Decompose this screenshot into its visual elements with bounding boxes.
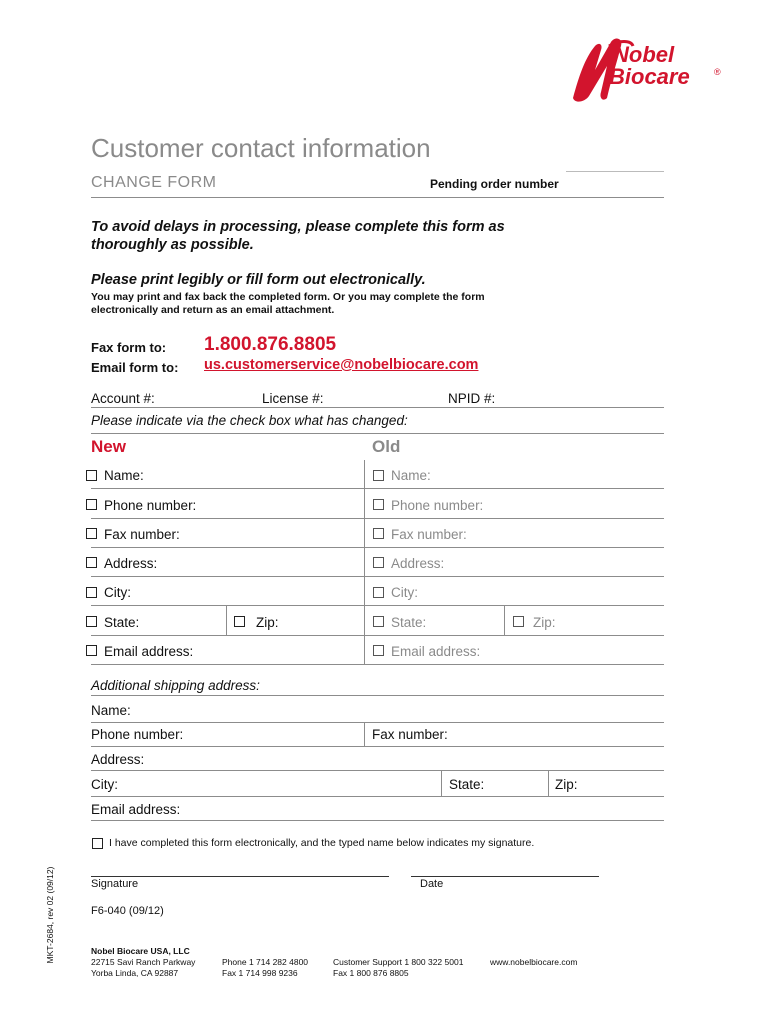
new-name-checkbox[interactable] — [86, 470, 97, 481]
email-form-label: Email form to: — [91, 360, 179, 375]
old-address-checkbox[interactable] — [373, 557, 384, 568]
shipping-zip-field[interactable]: Zip: — [555, 777, 578, 792]
side-revision-code: MKT-2684, rev 02 (09/12) — [45, 866, 55, 964]
old-name-checkbox[interactable] — [373, 470, 384, 481]
shipping-state-zip-divider — [548, 770, 549, 796]
new-address-checkbox[interactable] — [86, 557, 97, 568]
shipping-city-state-divider — [441, 770, 442, 796]
pending-order-field[interactable] — [566, 171, 664, 172]
old-phone-checkbox[interactable] — [373, 499, 384, 510]
old-fax-label: Fax number: — [391, 527, 467, 542]
row-rule-name — [91, 488, 664, 489]
electronic-signature-checkbox[interactable] — [92, 838, 103, 849]
shipping-address-field[interactable]: Address: — [91, 752, 145, 767]
shipping-rule-phone — [91, 746, 664, 747]
old-email-checkbox[interactable] — [373, 645, 384, 656]
fax-form-label: Fax form to: — [91, 340, 167, 355]
new-phone-checkbox[interactable] — [86, 499, 97, 510]
shipping-rule-address — [91, 770, 664, 771]
old-zip-checkbox[interactable] — [513, 616, 524, 627]
signature-line[interactable] — [91, 876, 389, 877]
old-email-label: Email address: — [391, 644, 481, 659]
old-state-label: State: — [391, 615, 427, 630]
email-address-link[interactable]: us.customerservice@nobelbiocare.com — [204, 357, 479, 373]
form-code: F6-040 (09/12) — [91, 905, 164, 917]
new-old-divider — [364, 460, 365, 664]
row-rule-fax — [91, 547, 664, 548]
new-column-heading: New — [91, 437, 126, 456]
shipping-heading: Additional shipping address: — [91, 678, 260, 693]
signature-label: Signature — [91, 878, 139, 890]
old-fax-checkbox[interactable] — [373, 528, 384, 539]
new-city-checkbox[interactable] — [86, 587, 97, 598]
footer-phone: Phone 1 714 282 4800 — [222, 957, 309, 967]
shipping-email-field[interactable]: Email address: — [91, 802, 181, 817]
new-email-label: Email address: — [104, 644, 194, 659]
shipping-rule-email — [91, 820, 664, 821]
instruction-note-2: electronically and return as an email attachment. — [91, 304, 335, 316]
ids-rule — [91, 407, 664, 408]
footer-website[interactable]: www.nobelbiocare.com — [490, 957, 578, 967]
old-zip-label: Zip: — [533, 615, 556, 630]
new-zip-checkbox[interactable] — [234, 616, 245, 627]
old-city-label: City: — [391, 585, 418, 600]
footer-support-fax: Fax 1 800 876 8805 — [333, 968, 409, 978]
logo-word-nobel: Nobel — [613, 42, 675, 67]
new-state-checkbox[interactable] — [86, 616, 97, 627]
shipping-rule-name — [91, 722, 664, 723]
fax-number-value: 1.800.876.8805 — [204, 334, 337, 355]
new-fax-checkbox[interactable] — [86, 528, 97, 539]
shipping-rule-city — [91, 796, 664, 797]
nobel-biocare-logo — [565, 34, 735, 106]
footer-support: Customer Support 1 800 322 5001 — [333, 957, 464, 967]
shipping-phone-fax-divider — [364, 722, 365, 746]
old-address-label: Address: — [391, 556, 445, 571]
new-zip-label: Zip: — [256, 615, 279, 630]
instruction-note-1: You may print and fax back the completed form. Or you may complete the form — [91, 291, 485, 303]
row-rule-email — [91, 664, 664, 665]
page-title: Customer contact information — [91, 133, 431, 163]
new-email-checkbox[interactable] — [86, 645, 97, 656]
footer-fax: Fax 1 714 998 9236 — [222, 968, 298, 978]
npid-number-field[interactable]: NPID #: — [448, 391, 496, 406]
shipping-name-field[interactable]: Name: — [91, 703, 131, 718]
logo-word-biocare: Biocare — [609, 64, 690, 89]
row-rule-address — [91, 576, 664, 577]
old-state-zip-divider — [504, 605, 505, 635]
old-city-checkbox[interactable] — [373, 587, 384, 598]
pending-order-label: Pending order number — [430, 177, 559, 191]
old-phone-label: Phone number: — [391, 498, 484, 513]
license-number-field[interactable]: License #: — [262, 391, 324, 406]
shipping-phone-field[interactable]: Phone number: — [91, 727, 184, 742]
new-fax-label: Fax number: — [104, 527, 180, 542]
footer-address-2: Yorba Linda, CA 92887 — [91, 968, 179, 978]
date-line[interactable] — [411, 876, 599, 877]
instruction-line-1: To avoid delays in processing, please complete this form as — [91, 219, 505, 235]
row-rule-phone — [91, 518, 664, 519]
account-number-field[interactable]: Account #: — [91, 391, 155, 406]
new-name-label: Name: — [104, 468, 144, 483]
hint-rule — [91, 433, 664, 434]
old-column-heading: Old — [372, 437, 401, 456]
check-box-hint: Please indicate via the check box what has changed: — [91, 413, 408, 428]
old-state-checkbox[interactable] — [373, 616, 384, 627]
shipping-city-field[interactable]: City: — [91, 777, 118, 792]
new-state-zip-divider — [226, 605, 227, 635]
new-phone-label: Phone number: — [104, 498, 197, 513]
page-subtitle: CHANGE FORM — [91, 174, 217, 191]
row-rule-city — [91, 605, 664, 606]
new-address-label: Address: — [104, 556, 158, 571]
footer-company: Nobel Biocare USA, LLC — [91, 946, 190, 956]
electronic-signature-statement: I have completed this form electronically, and the typed name below indicates my signature. — [109, 837, 535, 849]
date-label: Date — [420, 878, 444, 890]
shipping-state-field[interactable]: State: — [449, 777, 485, 792]
new-city-label: City: — [104, 585, 131, 600]
print-instruction: Please print legibly or fill form out electronically. — [91, 272, 426, 288]
shipping-heading-rule — [91, 695, 664, 696]
new-state-label: State: — [104, 615, 140, 630]
logo-registered-mark: ® — [714, 67, 721, 77]
footer-address-1: 22715 Savi Ranch Parkway — [91, 957, 196, 967]
header-rule — [91, 197, 664, 198]
shipping-fax-field[interactable]: Fax number: — [372, 727, 448, 742]
row-rule-state — [91, 635, 664, 636]
old-name-label: Name: — [391, 468, 431, 483]
instruction-line-2: thoroughly as possible. — [91, 237, 254, 253]
